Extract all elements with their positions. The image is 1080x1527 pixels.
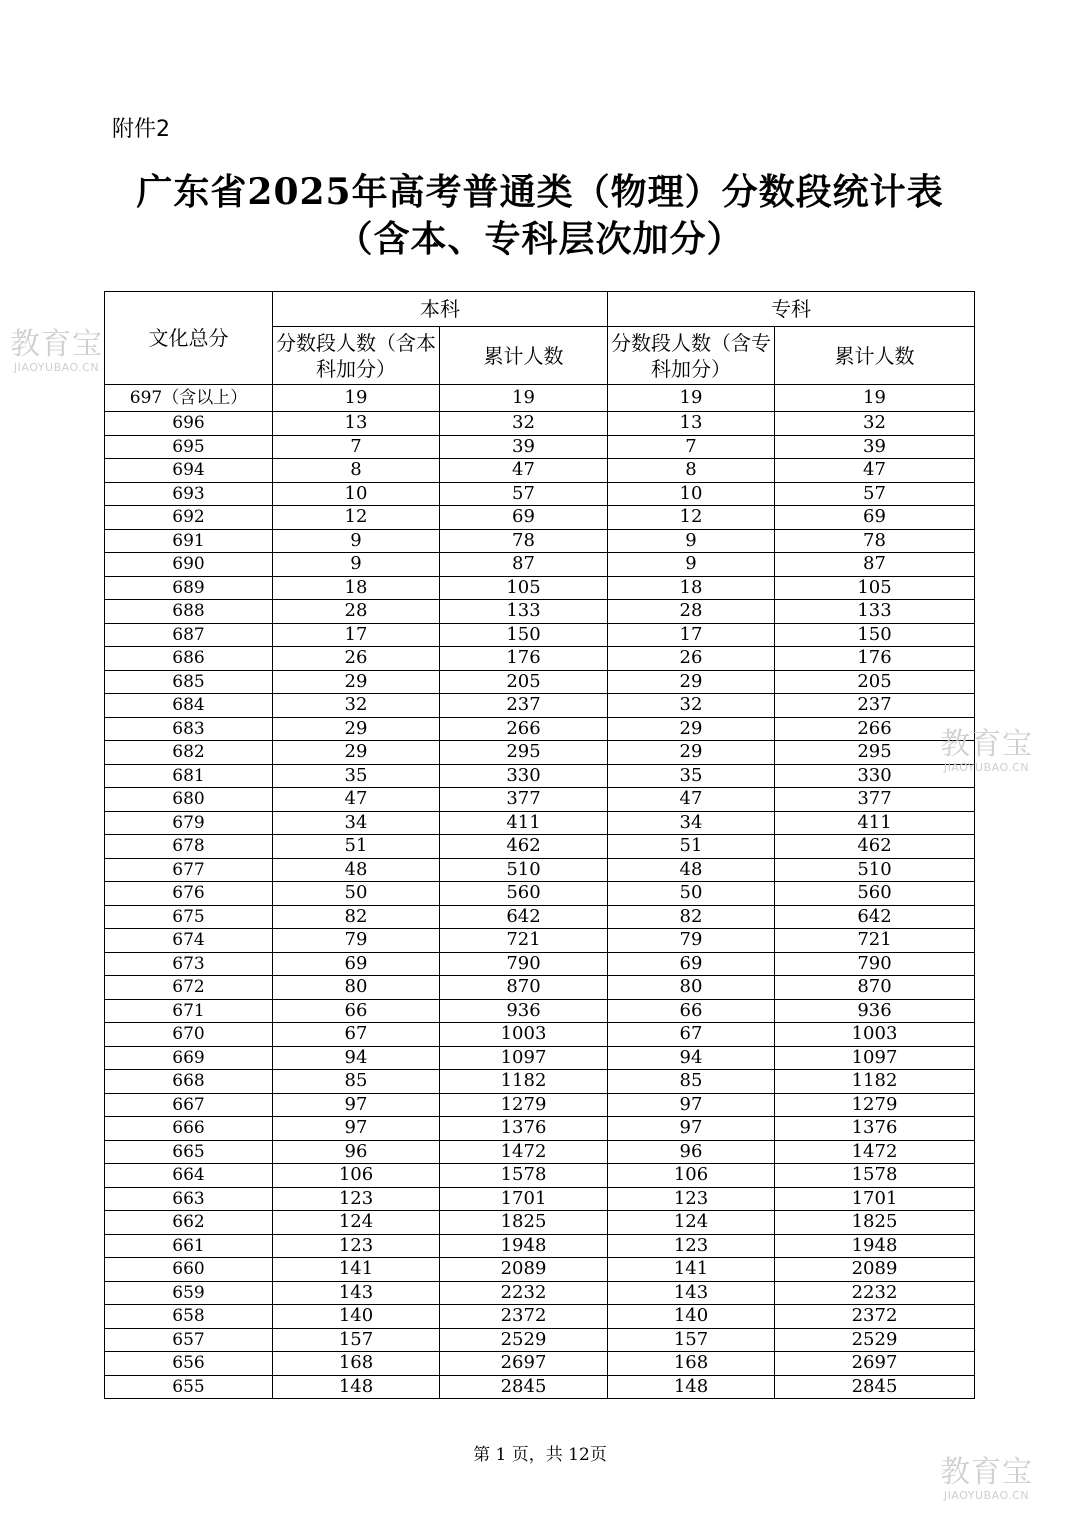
zhuanke-count-cell: 82 (608, 905, 775, 929)
table-row (105, 1211, 975, 1235)
benke-count-cell: 67 (273, 1023, 440, 1047)
table-row (105, 1070, 975, 1094)
zhuanke-cumulative-cell: 1376 (775, 1117, 975, 1141)
score-cell: 677 (105, 858, 273, 882)
zhuanke-cumulative-cell: 237 (775, 694, 975, 718)
benke-count-cell: 80 (273, 976, 440, 1000)
benke-cumulative-cell: 105 (440, 576, 608, 600)
benke-cumulative-cell: 462 (440, 835, 608, 859)
score-cell: 665 (105, 1140, 273, 1164)
zhuanke-count-cell: 97 (608, 1117, 775, 1141)
score-cell: 686 (105, 647, 273, 671)
zhuanke-count-cell: 97 (608, 1093, 775, 1117)
zhuanke-cumulative-cell: 1003 (775, 1023, 975, 1047)
zhuanke-cumulative-cell: 377 (775, 788, 975, 812)
zhuanke-cumulative-cell: 47 (775, 459, 975, 483)
zhuanke-cumulative-cell: 1701 (775, 1187, 975, 1211)
zhuanke-cumulative-cell: 1182 (775, 1070, 975, 1094)
zhuanke-count-cell: 96 (608, 1140, 775, 1164)
table-row (105, 529, 975, 553)
benke-count-cell: 85 (273, 1070, 440, 1094)
header-zhuanke-count: 分数段人数（含专科加分） (608, 327, 775, 385)
zhuanke-count-cell: 17 (608, 623, 775, 647)
benke-cumulative-cell: 1825 (440, 1211, 608, 1235)
benke-cumulative-cell: 87 (440, 553, 608, 577)
score-cell: 676 (105, 882, 273, 906)
benke-count-cell: 50 (273, 882, 440, 906)
benke-count-cell: 10 (273, 482, 440, 506)
benke-count-cell: 69 (273, 952, 440, 976)
zhuanke-cumulative-cell: 2372 (775, 1305, 975, 1329)
benke-cumulative-cell: 2232 (440, 1281, 608, 1305)
table-row (105, 929, 975, 953)
benke-count-cell: 123 (273, 1234, 440, 1258)
benke-cumulative-cell: 69 (440, 506, 608, 530)
table-row (105, 459, 975, 483)
benke-count-cell: 12 (273, 506, 440, 530)
table-row (105, 1046, 975, 1070)
zhuanke-cumulative-cell: 266 (775, 717, 975, 741)
score-cell: 674 (105, 929, 273, 953)
zhuanke-cumulative-cell: 642 (775, 905, 975, 929)
zhuanke-cumulative-cell: 150 (775, 623, 975, 647)
benke-cumulative-cell: 411 (440, 811, 608, 835)
benke-cumulative-cell: 2529 (440, 1328, 608, 1352)
score-cell: 656 (105, 1352, 273, 1376)
table-row (105, 905, 975, 929)
zhuanke-count-cell: 50 (608, 882, 775, 906)
table-row (105, 811, 975, 835)
benke-count-cell: 29 (273, 670, 440, 694)
zhuanke-count-cell: 18 (608, 576, 775, 600)
zhuanke-count-cell: 48 (608, 858, 775, 882)
table-row (105, 623, 975, 647)
benke-cumulative-cell: 237 (440, 694, 608, 718)
zhuanke-count-cell: 80 (608, 976, 775, 1000)
watermark-logo: 教育宝 JIAOYUBAO.CN (10, 327, 103, 374)
attachment-label: 附件2 (112, 117, 170, 142)
benke-count-cell: 29 (273, 717, 440, 741)
table-row (105, 1140, 975, 1164)
benke-count-cell: 66 (273, 999, 440, 1023)
table-row (105, 1375, 975, 1399)
benke-count-cell: 51 (273, 835, 440, 859)
score-cell: 660 (105, 1258, 273, 1282)
score-cell: 688 (105, 600, 273, 624)
benke-cumulative-cell: 870 (440, 976, 608, 1000)
zhuanke-count-cell: 29 (608, 670, 775, 694)
zhuanke-count-cell: 141 (608, 1258, 775, 1282)
benke-cumulative-cell: 2372 (440, 1305, 608, 1329)
table-row (105, 764, 975, 788)
zhuanke-cumulative-cell: 2845 (775, 1375, 975, 1399)
zhuanke-count-cell: 79 (608, 929, 775, 953)
benke-cumulative-cell: 721 (440, 929, 608, 953)
benke-count-cell: 18 (273, 576, 440, 600)
watermark-logo: 教育宝 JIAOYUBAO.CN (940, 1455, 1033, 1502)
benke-count-cell: 157 (273, 1328, 440, 1352)
header-group-benke: 本科 (273, 292, 608, 327)
table-row (105, 788, 975, 812)
zhuanke-cumulative-cell: 2089 (775, 1258, 975, 1282)
zhuanke-cumulative-cell: 510 (775, 858, 975, 882)
score-cell: 668 (105, 1070, 273, 1094)
benke-count-cell: 148 (273, 1375, 440, 1399)
table-row (105, 647, 975, 671)
benke-cumulative-cell: 295 (440, 741, 608, 765)
benke-cumulative-cell: 205 (440, 670, 608, 694)
table-row (105, 1305, 975, 1329)
zhuanke-count-cell: 140 (608, 1305, 775, 1329)
benke-count-cell: 32 (273, 694, 440, 718)
table-row (105, 717, 975, 741)
table-row (105, 1328, 975, 1352)
benke-count-cell: 106 (273, 1164, 440, 1188)
score-cell: 685 (105, 670, 273, 694)
zhuanke-cumulative-cell: 2697 (775, 1352, 975, 1376)
zhuanke-cumulative-cell: 78 (775, 529, 975, 553)
score-cell: 664 (105, 1164, 273, 1188)
zhuanke-cumulative-cell: 69 (775, 506, 975, 530)
benke-count-cell: 19 (273, 385, 440, 412)
benke-count-cell: 29 (273, 741, 440, 765)
table-row (105, 882, 975, 906)
header-zhuanke-cumulative: 累计人数 (775, 327, 975, 385)
score-cell: 655 (105, 1375, 273, 1399)
zhuanke-count-cell: 8 (608, 459, 775, 483)
zhuanke-count-cell: 28 (608, 600, 775, 624)
zhuanke-count-cell: 123 (608, 1234, 775, 1258)
benke-cumulative-cell: 1376 (440, 1117, 608, 1141)
header-benke-count: 分数段人数（含本科加分） (273, 327, 440, 385)
table-row (105, 482, 975, 506)
benke-cumulative-cell: 790 (440, 952, 608, 976)
score-cell: 682 (105, 741, 273, 765)
benke-cumulative-cell: 642 (440, 905, 608, 929)
zhuanke-count-cell: 47 (608, 788, 775, 812)
benke-cumulative-cell: 1578 (440, 1164, 608, 1188)
zhuanke-cumulative-cell: 1825 (775, 1211, 975, 1235)
zhuanke-cumulative-cell: 411 (775, 811, 975, 835)
table-row (105, 1117, 975, 1141)
zhuanke-count-cell: 13 (608, 412, 775, 436)
benke-cumulative-cell: 1701 (440, 1187, 608, 1211)
zhuanke-count-cell: 85 (608, 1070, 775, 1094)
zhuanke-cumulative-cell: 205 (775, 670, 975, 694)
benke-cumulative-cell: 2697 (440, 1352, 608, 1376)
benke-count-cell: 35 (273, 764, 440, 788)
zhuanke-cumulative-cell: 133 (775, 600, 975, 624)
table-row (105, 412, 975, 436)
score-cell: 661 (105, 1234, 273, 1258)
score-cell: 670 (105, 1023, 273, 1047)
score-cell: 690 (105, 553, 273, 577)
score-cell: 671 (105, 999, 273, 1023)
zhuanke-count-cell: 66 (608, 999, 775, 1023)
zhuanke-cumulative-cell: 1097 (775, 1046, 975, 1070)
zhuanke-count-cell: 94 (608, 1046, 775, 1070)
benke-cumulative-cell: 32 (440, 412, 608, 436)
zhuanke-cumulative-cell: 19 (775, 385, 975, 412)
page-subtitle: （含本、专科层次加分） (336, 218, 744, 260)
zhuanke-cumulative-cell: 330 (775, 764, 975, 788)
score-cell: 681 (105, 764, 273, 788)
score-cell: 673 (105, 952, 273, 976)
zhuanke-count-cell: 26 (608, 647, 775, 671)
score-cell: 662 (105, 1211, 273, 1235)
zhuanke-count-cell: 29 (608, 717, 775, 741)
score-cell: 663 (105, 1187, 273, 1211)
score-cell: 658 (105, 1305, 273, 1329)
benke-count-cell: 97 (273, 1093, 440, 1117)
benke-count-cell: 141 (273, 1258, 440, 1282)
table-row (105, 1187, 975, 1211)
benke-count-cell: 48 (273, 858, 440, 882)
zhuanke-cumulative-cell: 2529 (775, 1328, 975, 1352)
benke-cumulative-cell: 266 (440, 717, 608, 741)
zhuanke-cumulative-cell: 105 (775, 576, 975, 600)
score-cell: 697（含以上） (105, 385, 273, 412)
benke-count-cell: 79 (273, 929, 440, 953)
zhuanke-cumulative-cell: 1279 (775, 1093, 975, 1117)
zhuanke-count-cell: 9 (608, 529, 775, 553)
table-row (105, 506, 975, 530)
score-cell: 672 (105, 976, 273, 1000)
benke-count-cell: 34 (273, 811, 440, 835)
header-benke-cumulative: 累计人数 (440, 327, 608, 385)
table-body (105, 385, 975, 1399)
table-row (105, 835, 975, 859)
benke-count-cell: 97 (273, 1117, 440, 1141)
benke-cumulative-cell: 1182 (440, 1070, 608, 1094)
benke-count-cell: 140 (273, 1305, 440, 1329)
benke-cumulative-cell: 39 (440, 435, 608, 459)
score-cell: 689 (105, 576, 273, 600)
table-row (105, 1023, 975, 1047)
table-row (105, 741, 975, 765)
score-cell: 679 (105, 811, 273, 835)
benke-count-cell: 47 (273, 788, 440, 812)
zhuanke-cumulative-cell: 2232 (775, 1281, 975, 1305)
table-row (105, 553, 975, 577)
zhuanke-cumulative-cell: 1472 (775, 1140, 975, 1164)
zhuanke-count-cell: 123 (608, 1187, 775, 1211)
score-cell: 691 (105, 529, 273, 553)
zhuanke-count-cell: 168 (608, 1352, 775, 1376)
score-cell: 675 (105, 905, 273, 929)
zhuanke-cumulative-cell: 721 (775, 929, 975, 953)
table-row (105, 952, 975, 976)
benke-count-cell: 123 (273, 1187, 440, 1211)
benke-cumulative-cell: 19 (440, 385, 608, 412)
zhuanke-count-cell: 35 (608, 764, 775, 788)
benke-count-cell: 143 (273, 1281, 440, 1305)
benke-cumulative-cell: 2845 (440, 1375, 608, 1399)
header-row-groups (105, 292, 975, 327)
zhuanke-cumulative-cell: 32 (775, 412, 975, 436)
table-row (105, 1281, 975, 1305)
benke-cumulative-cell: 377 (440, 788, 608, 812)
score-cell: 694 (105, 459, 273, 483)
page-footer: 第 1 页，共 12页 (473, 1445, 607, 1465)
zhuanke-cumulative-cell: 57 (775, 482, 975, 506)
zhuanke-count-cell: 51 (608, 835, 775, 859)
benke-cumulative-cell: 47 (440, 459, 608, 483)
zhuanke-cumulative-cell: 176 (775, 647, 975, 671)
score-cell: 667 (105, 1093, 273, 1117)
benke-cumulative-cell: 330 (440, 764, 608, 788)
benke-cumulative-cell: 57 (440, 482, 608, 506)
table-row (105, 1352, 975, 1376)
zhuanke-count-cell: 29 (608, 741, 775, 765)
benke-cumulative-cell: 2089 (440, 1258, 608, 1282)
benke-count-cell: 94 (273, 1046, 440, 1070)
score-cell: 696 (105, 412, 273, 436)
benke-cumulative-cell: 1003 (440, 1023, 608, 1047)
zhuanke-cumulative-cell: 1948 (775, 1234, 975, 1258)
zhuanke-cumulative-cell: 462 (775, 835, 975, 859)
benke-count-cell: 9 (273, 553, 440, 577)
zhuanke-count-cell: 143 (608, 1281, 775, 1305)
zhuanke-cumulative-cell: 87 (775, 553, 975, 577)
zhuanke-count-cell: 148 (608, 1375, 775, 1399)
zhuanke-count-cell: 106 (608, 1164, 775, 1188)
table-row (105, 670, 975, 694)
zhuanke-cumulative-cell: 560 (775, 882, 975, 906)
benke-count-cell: 168 (273, 1352, 440, 1376)
zhuanke-cumulative-cell: 39 (775, 435, 975, 459)
table-row (105, 1164, 975, 1188)
zhuanke-cumulative-cell: 295 (775, 741, 975, 765)
zhuanke-count-cell: 69 (608, 952, 775, 976)
benke-count-cell: 9 (273, 529, 440, 553)
zhuanke-count-cell: 7 (608, 435, 775, 459)
zhuanke-count-cell: 12 (608, 506, 775, 530)
benke-cumulative-cell: 1948 (440, 1234, 608, 1258)
table-row (105, 858, 975, 882)
benke-count-cell: 17 (273, 623, 440, 647)
benke-cumulative-cell: 78 (440, 529, 608, 553)
table-row (105, 435, 975, 459)
table-row (105, 976, 975, 1000)
benke-count-cell: 28 (273, 600, 440, 624)
table-row (105, 694, 975, 718)
benke-cumulative-cell: 150 (440, 623, 608, 647)
benke-cumulative-cell: 133 (440, 600, 608, 624)
score-distribution-table (104, 291, 975, 1399)
score-cell: 684 (105, 694, 273, 718)
benke-cumulative-cell: 176 (440, 647, 608, 671)
score-cell: 669 (105, 1046, 273, 1070)
table-row (105, 1258, 975, 1282)
score-cell: 693 (105, 482, 273, 506)
zhuanke-count-cell: 9 (608, 553, 775, 577)
table-row (105, 576, 975, 600)
zhuanke-count-cell: 19 (608, 385, 775, 412)
score-cell: 666 (105, 1117, 273, 1141)
benke-cumulative-cell: 1472 (440, 1140, 608, 1164)
benke-count-cell: 82 (273, 905, 440, 929)
benke-count-cell: 8 (273, 459, 440, 483)
benke-cumulative-cell: 510 (440, 858, 608, 882)
table-row (105, 1234, 975, 1258)
benke-count-cell: 96 (273, 1140, 440, 1164)
header-group-zhuanke: 专科 (608, 292, 975, 327)
zhuanke-count-cell: 157 (608, 1328, 775, 1352)
zhuanke-cumulative-cell: 936 (775, 999, 975, 1023)
benke-cumulative-cell: 1279 (440, 1093, 608, 1117)
benke-cumulative-cell: 560 (440, 882, 608, 906)
zhuanke-count-cell: 10 (608, 482, 775, 506)
benke-count-cell: 124 (273, 1211, 440, 1235)
zhuanke-count-cell: 67 (608, 1023, 775, 1047)
benke-cumulative-cell: 936 (440, 999, 608, 1023)
score-cell: 678 (105, 835, 273, 859)
table-row (105, 600, 975, 624)
table-row (105, 999, 975, 1023)
table-row (105, 385, 975, 412)
zhuanke-cumulative-cell: 870 (775, 976, 975, 1000)
score-cell: 692 (105, 506, 273, 530)
score-cell: 659 (105, 1281, 273, 1305)
zhuanke-cumulative-cell: 1578 (775, 1164, 975, 1188)
zhuanke-count-cell: 34 (608, 811, 775, 835)
benke-count-cell: 7 (273, 435, 440, 459)
page-title: 广东省2025年高考普通类（物理）分数段统计表 (136, 171, 944, 213)
score-cell: 687 (105, 623, 273, 647)
score-cell: 683 (105, 717, 273, 741)
zhuanke-cumulative-cell: 790 (775, 952, 975, 976)
benke-count-cell: 26 (273, 647, 440, 671)
benke-cumulative-cell: 1097 (440, 1046, 608, 1070)
score-cell: 657 (105, 1328, 273, 1352)
table-row (105, 1093, 975, 1117)
score-cell: 680 (105, 788, 273, 812)
benke-count-cell: 13 (273, 412, 440, 436)
watermark-logo: 教育宝 JIAOYUBAO.CN (940, 727, 1033, 774)
header-score: 文化总分 (105, 292, 273, 385)
score-cell: 695 (105, 435, 273, 459)
zhuanke-count-cell: 124 (608, 1211, 775, 1235)
zhuanke-count-cell: 32 (608, 694, 775, 718)
